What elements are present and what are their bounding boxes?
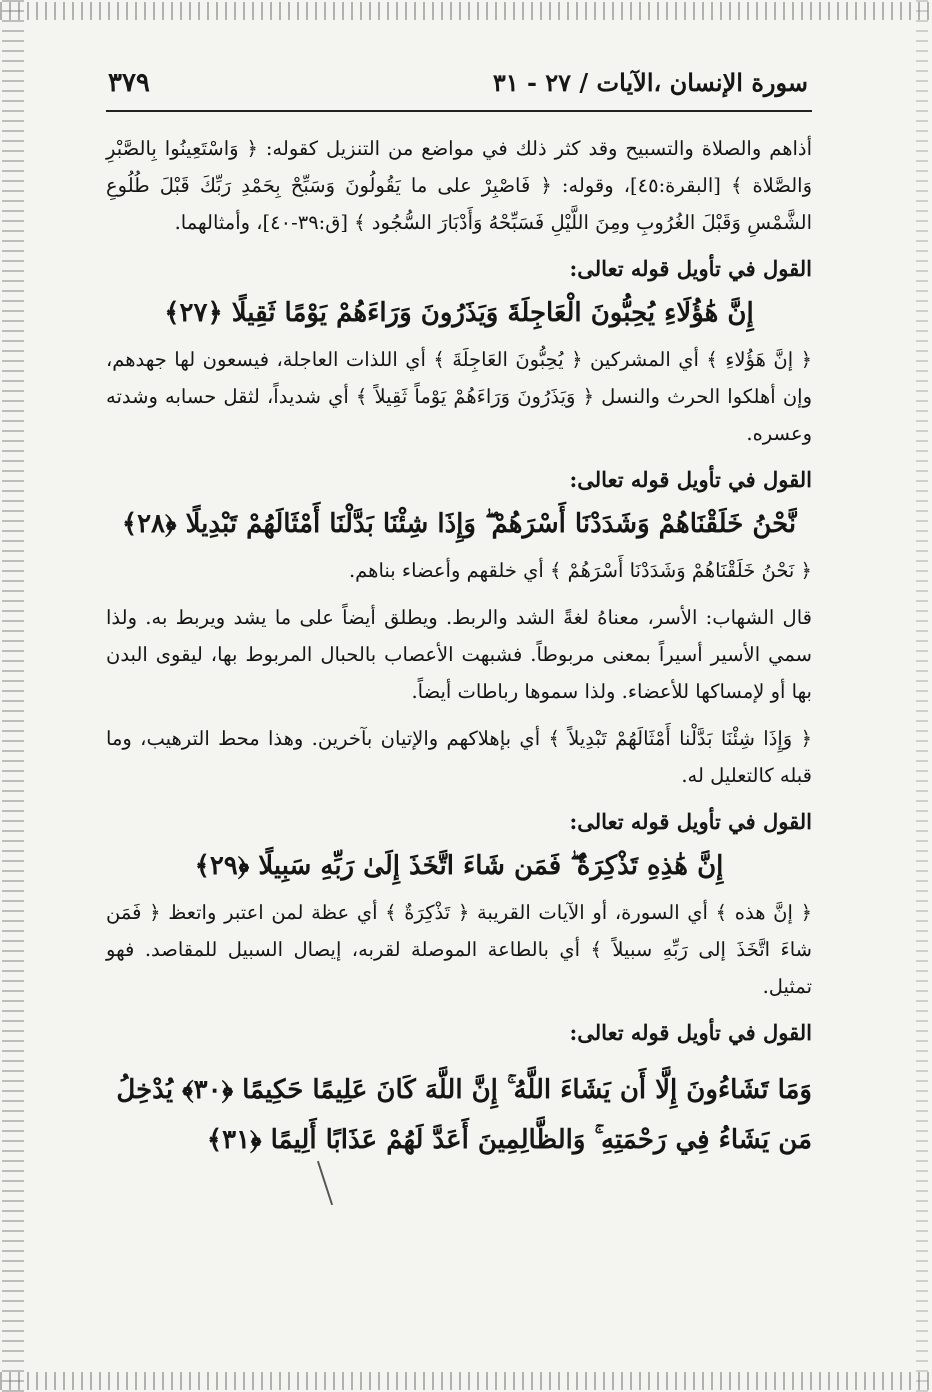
page-number: ٣٧٩ xyxy=(108,68,150,98)
page-header xyxy=(108,66,808,106)
quran-verse-27: إِنَّ هَٰؤُلَاءِ يُحِبُّونَ الْعَاجِلَةَ وَيَذَرُونَ وَرَاءَهُمْ يَوْمًا ثَقِيلًا ﴿٢٧﴾ xyxy=(164,298,754,328)
paragraph-intro: أذاهم والصلاة والتسبيح وقد كثر ذلك في مواضع من التنزيل كقوله: ﴿ وَاسْتَعِينُوا بِالصَّبْرِ وَالصَّلاة ﴾ [البقرة:٤٥]، وقوله: ﴿ فَاصْبِرْ على ما يَقُولُونَ وَسَبِّحْ بِحَمْدِ رَبِّكَ قَبْلَ طُلُوعِ الشَّمْسِ وَقَبْلَ الغُرُوبِ ومِنَ اللَّيْلِ فَسَبِّحْهُ وَأَدْبَارَ السُّجُود ﴾ [ق:٣٩-٤٠]، وأمثالهما. xyxy=(106,137,813,234)
section-heading: القول في تأويل قوله تعالى: xyxy=(569,1020,812,1045)
paragraph-commentary: ﴿ نَحْنُ خَلَقْنَاهُمْ وَشَدَدْنَا أَسْرَهُمْ ﴾ أي خلقهم وأعضاء بناهم. xyxy=(348,559,812,582)
quran-verse-28: نَّحْنُ خَلَقْنَاهُمْ وَشَدَدْنَا أَسْرَهُمْ ۖ وَإِذَا شِئْنَا بَدَّلْنَا أَمْثَالَهُمْ تَبْدِيلًا ﴿٢٨﴾ xyxy=(121,509,797,539)
section-heading: القول في تأويل قوله تعالى: xyxy=(569,467,812,492)
section-heading: القول في تأويل قوله تعالى: xyxy=(569,256,812,281)
quran-verse-30-31: وَمَا تَشَاءُونَ إِلَّا أَن يَشَاءَ اللَّهُ ۚ إِنَّ اللَّهَ كَانَ عَلِيمًا حَكِيمًا ﴿٣٠﴾ يُدْخِلُ مَن يَشَاءُ فِي رَحْمَتِهِ ۚ وَالظَّالِمِينَ أَعَدَّ لَهُمْ عَذَابًا أَلِيمًا ﴿٣١﴾ xyxy=(116,1075,812,1155)
section-heading: القول في تأويل قوله تعالى: xyxy=(569,809,812,834)
decorative-border-bottom xyxy=(0,1372,932,1390)
decorative-border-left xyxy=(2,0,24,1392)
paragraph-commentary: ﴿ إنَّ هَؤُلاءِ ﴾ أي المشركين ﴿ يُحِبُّونَ العَاجِلَةَ ﴾ أي اللذات العاجلة، فيسعون لها جهدهم، وإن أهلكوا الحرث والنسل ﴿ وَيَذَرُونَ وَرَاءَهُمْ يَوْماً ثَقِيلاً ﴾ أي شديداً، لثقل حسابه وشدته وعسره. xyxy=(106,348,812,445)
paragraph-commentary: ﴿ إنَّ هذه ﴾ أي السورة، أو الآيات القريبة ﴿ تَذْكِرَةٌ ﴾ أي عظة لمن اعتبر واتعظ ﴿ فَمَن شاءَ اتَّخَذَ إلى رَبِّهِ سبيلاً ﴾ أي بالطاعة الموصلة لقربه، إيصال السبيل للمقاصد. فهو تمثيل. xyxy=(106,901,812,998)
quran-verse-29: إِنَّ هَٰذِهِ تَذْكِرَةٌ ۖ فَمَن شَاءَ اتَّخَذَ إِلَىٰ رَبِّهِ سَبِيلًا ﴿٢٩﴾ xyxy=(194,851,724,881)
decorative-border-top xyxy=(0,2,932,20)
decorative-border-right xyxy=(916,0,928,1392)
page-body xyxy=(106,130,812,1171)
header-rule xyxy=(106,110,812,112)
paragraph-commentary: قال الشهاب: الأسر، معناهُ لغةً الشد والربط. ويطلق أيضاً على ما يشد ويربط به. ولذا سمي الأسير أسيراً بمعنى مربوطاً. فشبهت الأعصاب بالحبال المربوط بها، ليقوى البدن بها أو لإمساكها للأعضاء. ولذا سموها رباطات أيضاً. xyxy=(106,606,812,703)
paragraph-commentary: ﴿ وَإِذَا شِئْنَا بَدَّلْنا أَمْثَالَهُمْ تَبْدِيلاً ﴾ أي بإهلاكهم والإتيان بآخرين. وهذا محط الترهيب، وما قبله كالتعليل له. xyxy=(106,727,812,787)
running-title: سورة الإنسان ،الآيات / ٢٧ - ٣١ xyxy=(492,68,808,97)
